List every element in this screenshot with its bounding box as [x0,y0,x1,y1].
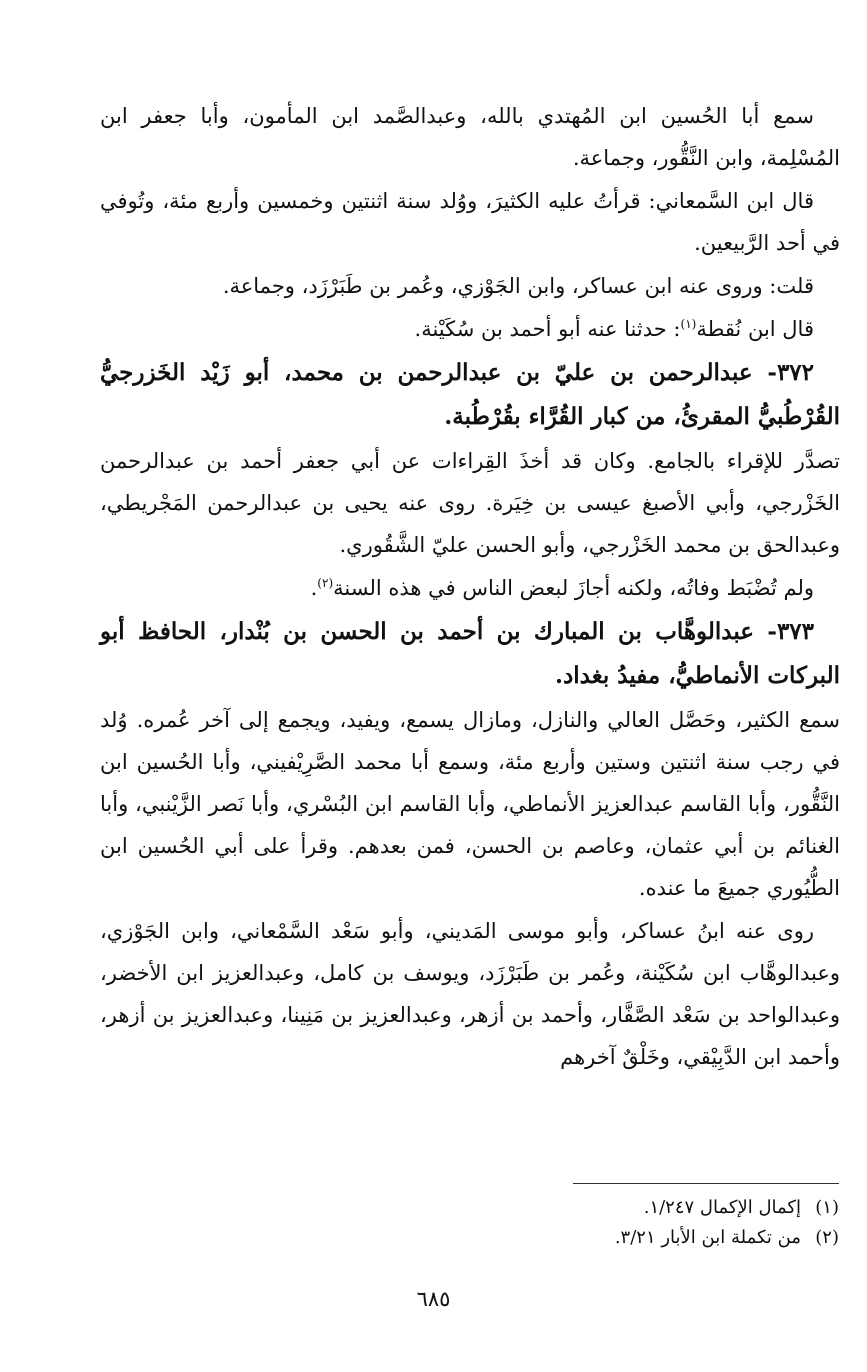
paragraph: قلت: وروى عنه ابن عساكر، وابن الجَوْزي، وعُمر بن طَبَرْزَد، وجماعة. [222,274,814,298]
footnotes [99,1193,839,1253]
paragraph-text-tail: : حدثنا عنه أبو أحمد بن سُكَيْنة. [414,317,681,341]
paragraph [100,567,840,609]
footnote-marker: (١) [680,317,697,331]
paragraph: سمع الكثير، وحَصَّل العالي والنازل، ومازال يسمع، ويفيد، ويجمع إلى آخر عُمره. وُلد في رجب سنة اثنتين وستين وأربع مئة، وسمع أبا محمد الصَّرِيْفيني، وأبا الحُسين ابن النَّقُّور، وأبا القاسم عبدالعزيز الأنماطي، وأبا القاسم ابن البُسْري، وأبا نَصر الزَّيْنبي، وأبا الغنائم بن أبي عثمان، وعاصم بن الحسن، فمن بعدهم. وقرأ على أبي الحُسين ابن الطُّيُوري جميعَ ما عنده. [100,708,840,900]
biography-entry-heading: ٣٧٣- عبدالوهَّاب بن المبارك بن أحمد بن الحسن بن بُنْدار، الحافظ أبو البركات الأنماطيُّ، مفيدُ بغداد. [100,618,840,689]
paragraph: سمع أبا الحُسين ابن المُهتدي بالله، وعبدالصَّمد ابن المأمون، وأبا جعفر ابن المُسْلِمة، وابن النَّقُّور، وجماعة. [100,104,840,170]
paragraph-text: قال ابن نُقطة [696,317,814,341]
paragraph-text-tail: . [310,576,318,600]
footnote-number: (٢) [815,1227,839,1248]
paragraph-text: ولم تُضْبَط وفاتُه، ولكنه أجازَ لبعض الناس في هذه السنة [333,576,814,600]
biography-entry-heading: ٣٧٢- عبدالرحمن بن عليّ بن عبدالرحمن بن محمد، أبو زَيْد الخَزرجيُّ القُرْطُبيُّ المقرئُ، من كبار القُرَّاء بقُرْطُبة. [100,359,840,430]
footnote-separator [573,1183,839,1184]
footnote [99,1193,839,1223]
page-body [100,95,840,1079]
footnote-marker: (٢) [317,576,334,590]
paragraph: روى عنه ابنُ عساكر، وأبو موسى المَديني، وأبو سَعْد السَّمْعاني، وابن الجَوْزي، وعبدالوهَّاب ابن سُكَيْنة، وعُمر بن طَبَرْزَد، ويوسف بن كامل، وعبدالعزيز ابن الأخضر، وعبدالواحد بن سَعْد الصَّفَّار، وأحمد بن أزهر، وعبدالعزيز بن مَنِينا، وعبدالعزيز بن أزهر، وأحمد ابن الدَّبِيْقي، وخَلْقٌ آخرهم [100,919,840,1069]
footnote-text: من تكملة ابن الأبار ٣/٢١. [614,1227,801,1248]
paragraph [100,308,840,350]
page-number: ٦٨٥ [416,1287,451,1311]
footnote [99,1223,839,1253]
paragraph: قال ابن السَّمعاني: قرأتُ عليه الكثيرَ، ووُلد سنة اثنتين وخمسين وأربع مئة، وتُوفي في أحد الرَّبيعين. [100,189,840,255]
footnote-number: (١) [815,1197,839,1218]
paragraph: تصدَّر للإقراء بالجامع. وكان قد أخذَ القِراءات عن أبي جعفر أحمد بن عبدالرحمن الخَزْرجي، وأبي الأصبغ عيسى بن خِيَرة. روى عنه يحيى بن عبدالرحمن المَجْريطي، وعبدالحق بن محمد الخَزْرجي، وأبو الحسن عليّ الشَّقُوري. [100,449,840,557]
footnote-text: إكمال الإكمال ١/٢٤٧. [643,1197,801,1218]
